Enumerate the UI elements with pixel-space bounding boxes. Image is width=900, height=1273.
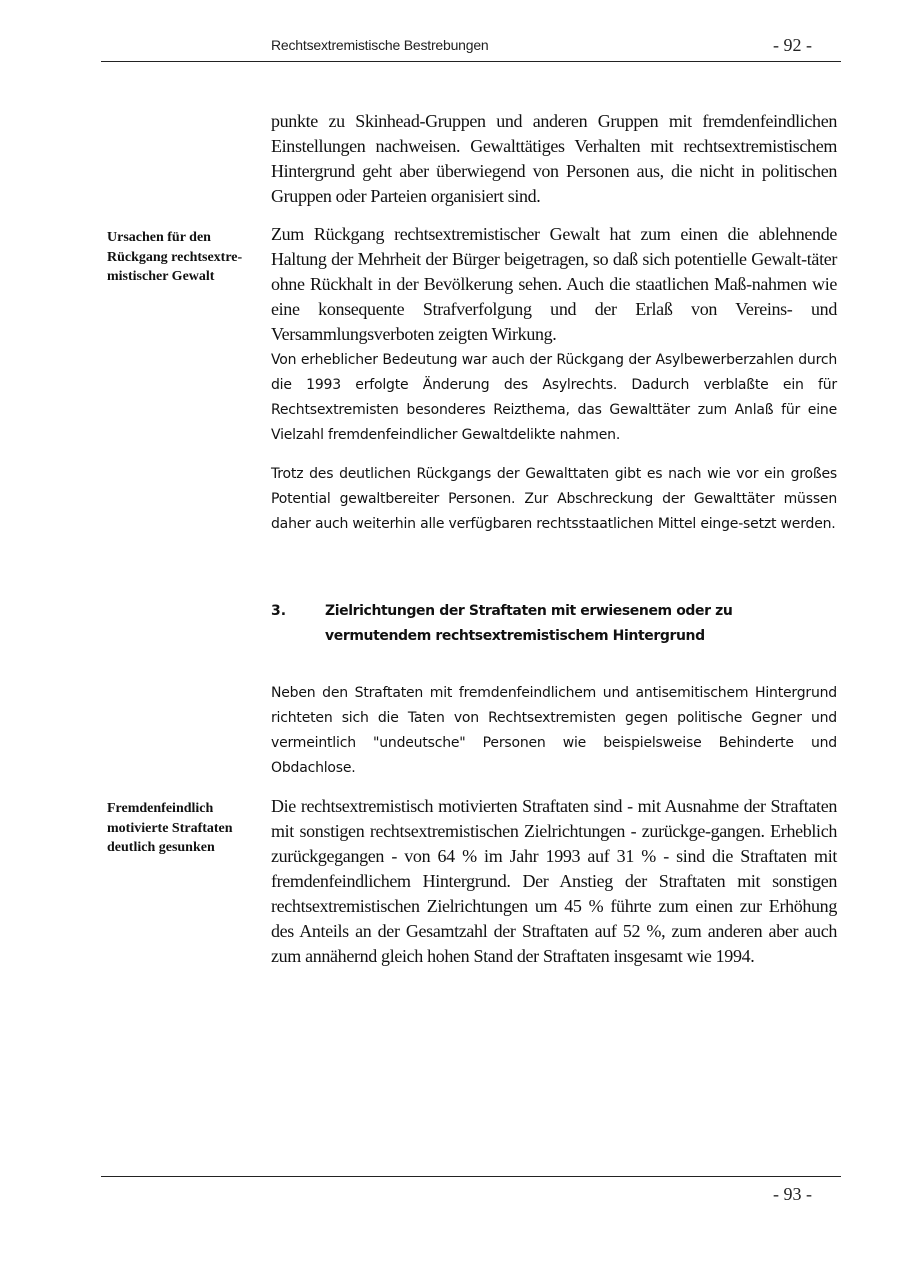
- paragraph-zielrichtungen: Neben den Straftaten mit fremdenfeindlichem und antisemitischem Hintergrund richteten sich die Taten von Rechtsextremisten gegen politische Gegner und vermeintlich "undeutsche" Personen wie beispielsweise Behinderte und Obdachlose.: [271, 685, 837, 776]
- header-page-number: - 92 -: [773, 35, 812, 55]
- footer-rule: [101, 1176, 841, 1177]
- paragraph-straftaten: Die rechtsextremistisch motivierten Straftaten sind - mit Ausnahme der Straftaten mit sonstigen rechtsextremistischen Zielrichtungen - zurückge-gangen. Erheblich zurückgegangen - von 64 % im Jahr 1993 auf 31 % - sind die Straftaten mit fremdenfeindlichem Hintergrund. Der Anstieg der Straftaten mit sonstigen rechtsextremistischen Zielrichtungen um 45 % führte zum einen zur Erhöhung des Anteils an der Gesamtzahl der Straftaten auf 52 %, zum anderen aber auch zum annähernd gleich hohen Stand der Straftaten insgesamt wie 1994.: [271, 796, 837, 966]
- margin-note-ursachen: [107, 228, 267, 287]
- margin-note-line: motivierte Straftaten: [107, 820, 233, 836]
- paragraph-continuation: punkte zu Skinhead-Gruppen und anderen Gruppen mit fremdenfeindlichen Einstellungen nachweisen. Gewalttätiges Verhalten mit rechtsextremistischem Hintergrund geht aber überwiegend von Personen aus, die nicht in politischen Gruppen oder Parteien organisiert sind.: [271, 111, 837, 206]
- margin-note-line: deutlich gesunken: [107, 840, 215, 855]
- margin-note-line: Fremdenfeindlich: [107, 801, 214, 816]
- margin-note-line: Rückgang rechtsextre-: [107, 249, 243, 265]
- footer-page-number: - 93 -: [773, 1184, 812, 1204]
- running-header-title: Rechtsextremistische Bestrebungen: [271, 37, 489, 53]
- paragraph-potential: Trotz des deutlichen Rückgangs der Gewalttaten gibt es nach wie vor ein großes Potential gewaltbereiter Personen. Zur Abschreckung der Gewalttäter müssen daher auch weiterhin alle verfügbaren rechtsstaatlichen Mittel einge-setzt werden.: [271, 466, 837, 532]
- header-rule: [101, 61, 841, 62]
- paragraph-asylrecht: Von erheblicher Bedeutung war auch der Rückgang der Asylbewerberzahlen durch die 1993 erfolgte Änderung des Asylrechts. Dadurch verblaßte ein für Rechtsextremisten besonderes Reizthema, das Gewalttäter zum Anlaß für eine Vielzahl fremdenfeindlicher Gewaltdelikte nahmen.: [271, 352, 837, 443]
- margin-note-line: mistischer Gewalt: [107, 269, 215, 284]
- section-title: Zielrichtungen der Straftaten mit erwiesenem oder zu vermutendem rechtsextremistischem Hintergrund: [325, 603, 733, 644]
- section-number: 3.: [271, 603, 287, 619]
- margin-note-line: Ursachen für den: [107, 230, 211, 245]
- paragraph-rueckgang: Zum Rückgang rechtsextremistischer Gewalt hat zum einen die ablehnende Haltung der Mehrheit der Bürger beigetragen, so daß sich potentielle Gewalt-täter ohne Rückhalt in der Bevölkerung sehen. Auch die staatlichen Maß-nahmen wie eine konsequente Strafverfolgung und der Erlaß von Vereins- und Versammlungsverboten zeigten Wirkung.: [271, 224, 837, 344]
- margin-note-fremdenfeindlich: [107, 799, 267, 858]
